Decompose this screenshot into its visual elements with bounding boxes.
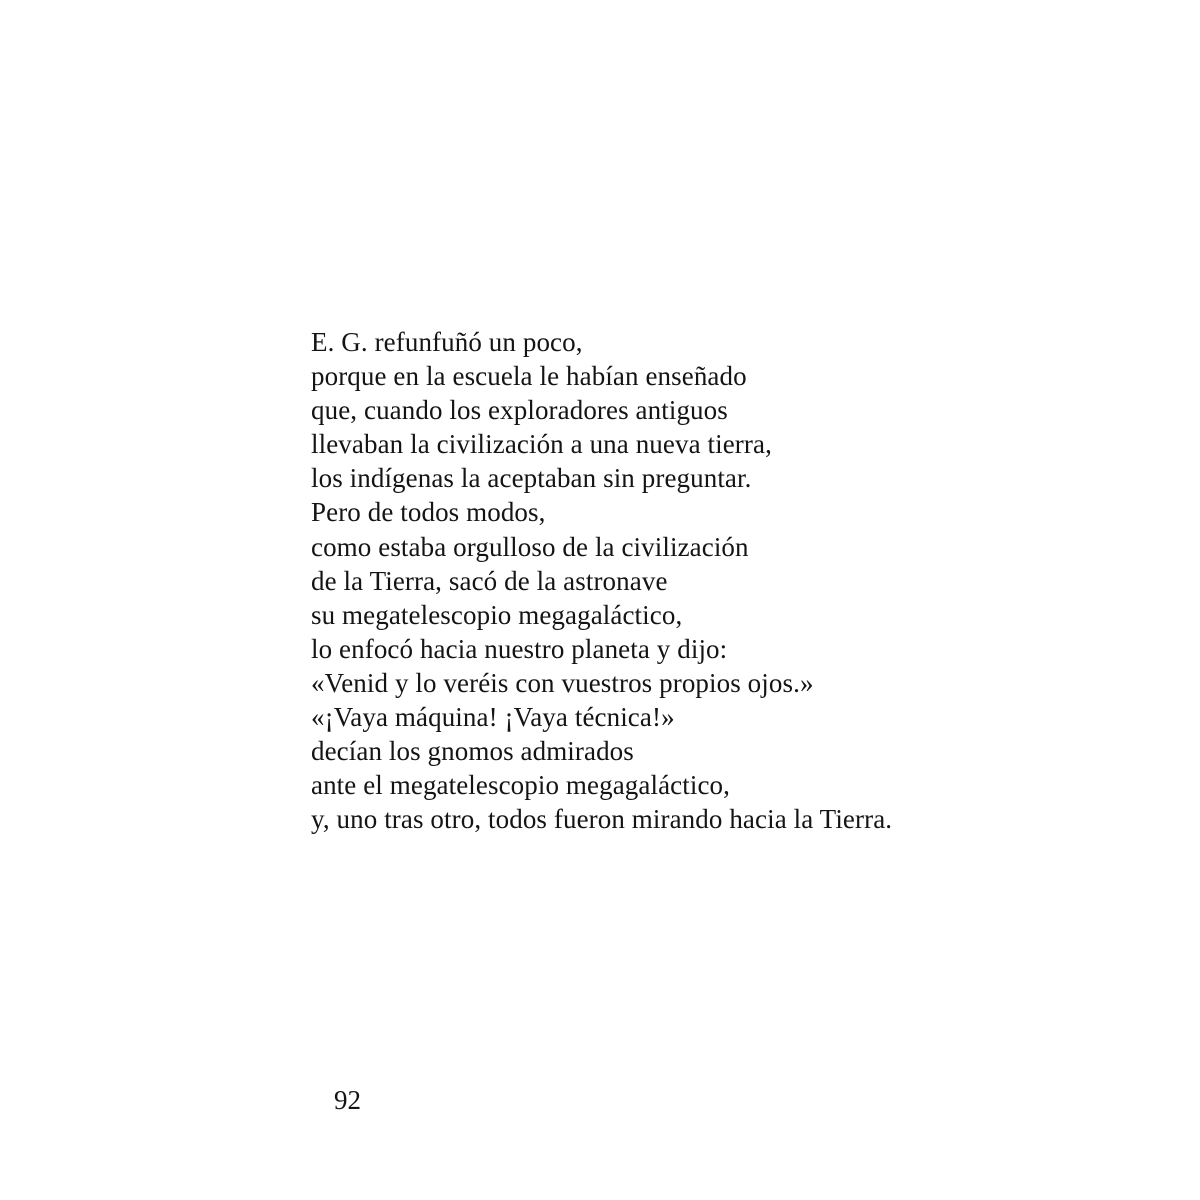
poem-line: Pero de todos modos, xyxy=(311,497,546,528)
poem-line: de la Tierra, sacó de la astronave xyxy=(311,565,668,596)
poem-line: E. G. refunfuñó un poco, xyxy=(311,327,583,357)
poem-line: lo enfocó hacia nuestro planeta y dijo: xyxy=(311,633,728,664)
poem-line: los indígenas la aceptaban sin preguntar. xyxy=(311,463,752,494)
poem-line: que, cuando los exploradores antiguos xyxy=(311,395,728,426)
page-number: 92 xyxy=(334,1085,361,1115)
poem-text xyxy=(311,325,1111,836)
poem-line: «¡Vaya máquina! ¡Vaya técnica!» xyxy=(311,702,675,733)
poem-line: porque en la escuela le habían enseñado xyxy=(311,361,747,392)
poem-line: y, uno tras otro, todos fueron mirando hacia la Tierra. xyxy=(311,804,893,835)
poem-line: ante el megatelescopio megagaláctico, xyxy=(311,770,730,801)
poem-line: como estaba orgulloso de la civilización xyxy=(311,531,749,562)
poem-line: decían los gnomos admirados xyxy=(311,736,634,767)
poem-line: llevaban la civilización a una nueva tierra, xyxy=(311,429,772,460)
poem-line: su megatelescopio megagaláctico, xyxy=(311,599,683,630)
poem-line: «Venid y lo veréis con vuestros propios ojos.» xyxy=(311,667,814,698)
